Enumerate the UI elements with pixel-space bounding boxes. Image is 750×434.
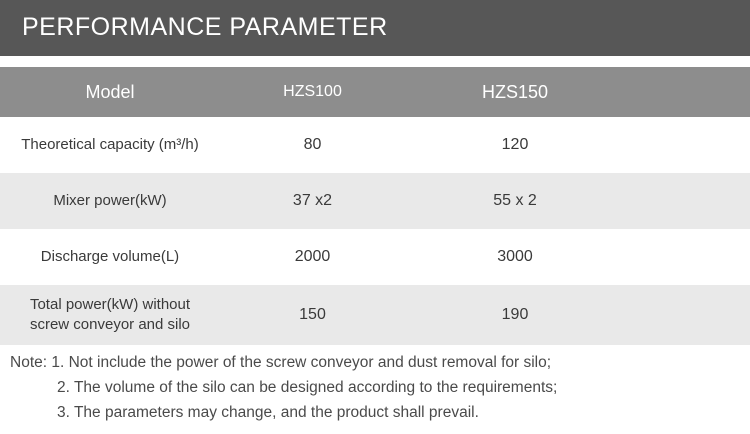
cell-hzs100: 80 [303,136,322,153]
cell-spacer [625,117,750,173]
cell-spacer [625,285,750,345]
row-label [0,285,220,345]
page-title: PERFORMANCE PARAMETER [22,13,388,41]
row-label: Mixer power(kW) [53,192,167,209]
title-bar [0,0,750,56]
row-label: Discharge volume(L) [40,248,180,265]
column-header-hzs150: HZS150 [481,81,549,102]
cell-hzs150: 120 [501,136,529,153]
note-line-3: 3. The parameters may change, and the product shall prevail. [57,404,479,421]
cell-hzs150: 190 [501,306,529,323]
cell-hzs150: 55 x 2 [493,192,537,209]
column-header-model: Model [85,81,135,102]
table-row [0,173,750,229]
notes-section [10,350,740,425]
parameter-table [0,67,750,345]
table-row [0,285,750,345]
note-line-1: Note: 1. Not include the power of the screw conveyor and dust removal for silo; [10,354,552,371]
row-label-line-2: screw conveyor and silo [29,316,191,333]
note-line-2: 2. The volume of the silo can be designed according to the requirements; [57,379,558,396]
cell-hzs150: 3000 [497,248,533,265]
column-header-spacer [625,67,750,117]
row-label: Theoretical capacity (m³/h) [21,136,199,153]
row-label-line-1: Total power(kW) without [29,296,191,313]
table-row [0,117,750,173]
table-header-row [0,67,750,117]
cell-hzs100: 150 [299,306,326,323]
cell-hzs100: 37 x2 [292,192,333,209]
column-header-hzs100: HZS100 [283,83,342,100]
cell-spacer [625,229,750,285]
table-row [0,229,750,285]
cell-spacer [625,173,750,229]
cell-hzs100: 2000 [294,248,331,265]
